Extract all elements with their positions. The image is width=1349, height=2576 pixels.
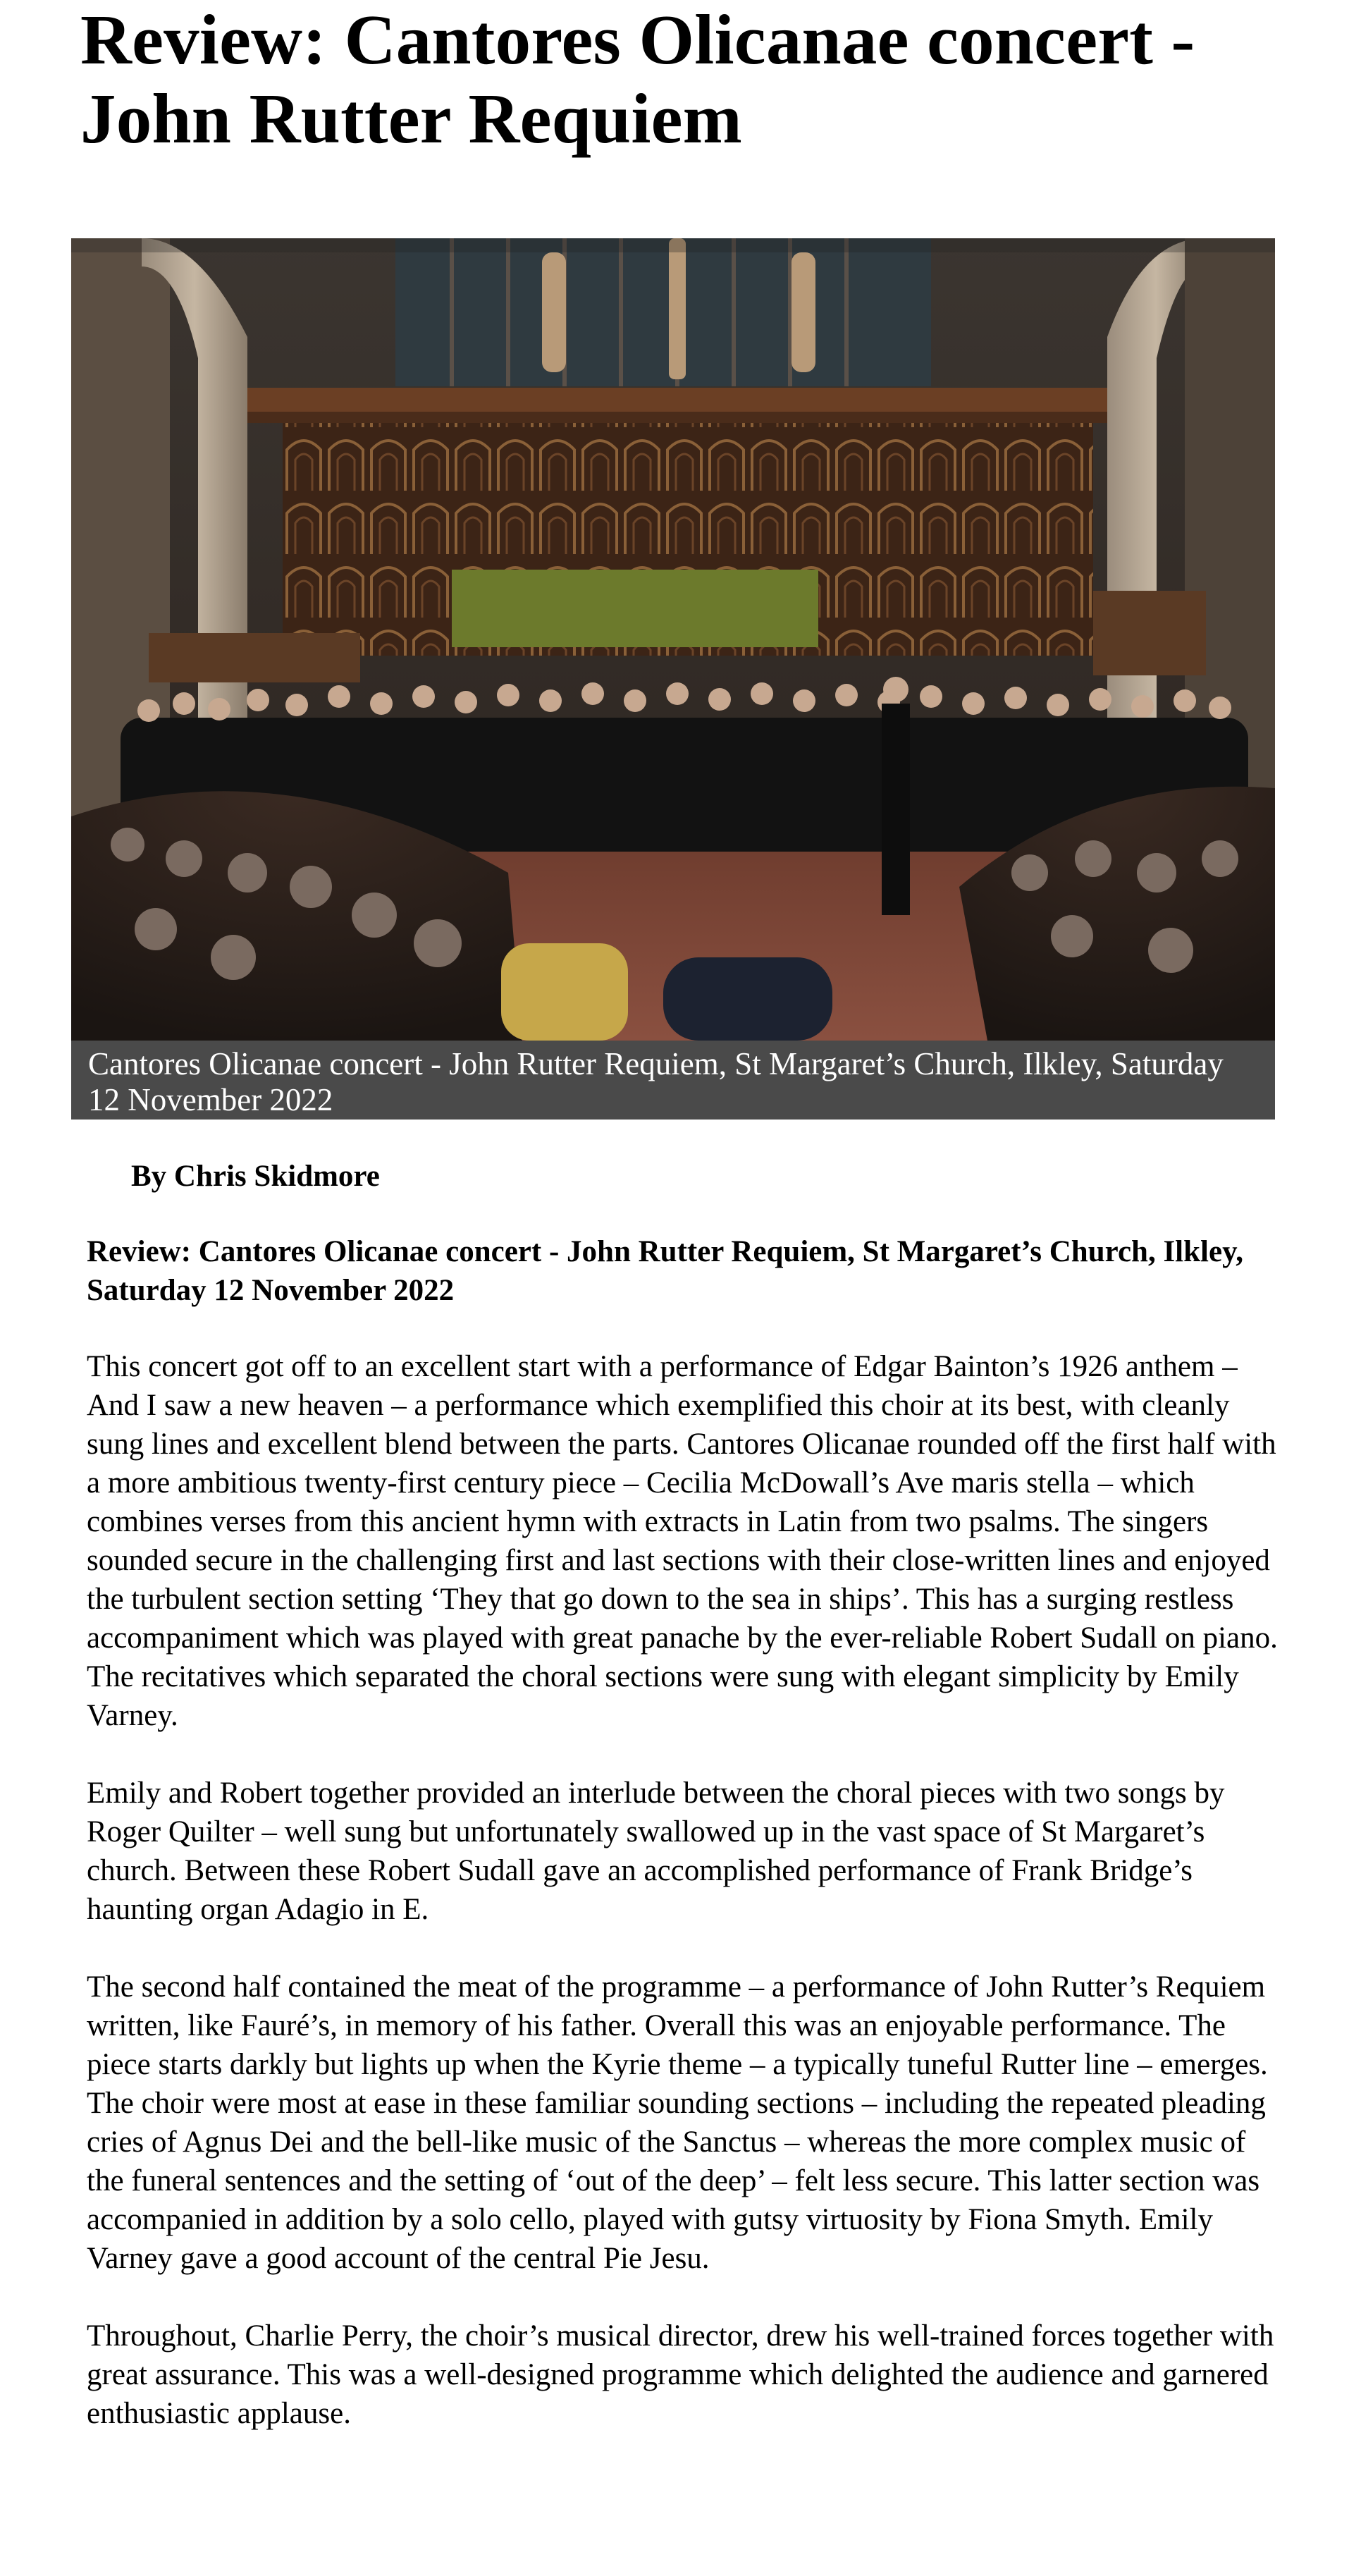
article-body: [87, 1347, 1279, 2472]
article-title: Review: Cantores Olicanae concert - John Rutter Requiem: [80, 0, 1195, 158]
concert-photo: [71, 238, 1275, 1041]
body-paragraph: Emily and Robert together provided an interlude between the choral pieces with two songs by Roger Quilter – well sung but unfortunately swallowed up in the vast space of St Margaret’s church. Between these Robert Sudall gave an accomplished performance of Frank Bridge’s haunting organ Adagio in E.: [87, 1777, 1225, 1926]
body-paragraph: Throughout, Charlie Perry, the choir’s musical director, drew his well-trained forces together with great assurance. This was a well-designed programme which delighted the audience and garnered enthusiastic applause.: [87, 2319, 1274, 2430]
concert-photo-figure: [71, 238, 1275, 1120]
review-heading: Review: Cantores Olicanae concert - John Rutter Requiem, St Margaret’s Church, Ilkley, Saturday 12 November 2022: [87, 1235, 1243, 1307]
byline: By Chris Skidmore: [131, 1160, 380, 1193]
photo-caption: Cantores Olicanae concert - John Rutter Requiem, St Margaret’s Church, Ilkley, Saturday 12 November 2022: [71, 1041, 1275, 1120]
body-paragraph: The second half contained the meat of the programme – a performance of John Rutter’s Requiem written, like Fauré’s, in memory of his father. Overall this was an enjoyable performance. The piece starts darkly but lights up when the Kyrie theme – a typically tuneful Rutter line – emerges. The choir were most at ease in these familiar sounding sections – including the repeated pleading cries of Agnus Dei and the bell-like music of the Sanctus – whereas the more complex music of the funeral sentences and the setting of ‘out of the deep’ – felt less secure. This latter section was accompanied in addition by a solo cello, played with gutsy virtuosity by Fiona Smyth. Emily Varney gave a good account of the central Pie Jesu.: [87, 1970, 1268, 2275]
body-paragraph: This concert got off to an excellent start with a performance of Edgar Bainton’s 1926 anthem – And I saw a new heaven – a performance which exemplified this choir at its best, with cleanly sung lines and excellent blend between the parts. Cantores Olicanae rounded off the first half with a more ambitious twenty-first century piece – Cecilia McDowall’s Ave maris stella – which combines verses from this ancient hymn with extracts in Latin from two psalms. The singers sounded secure in the challenging first and last sections with their close-written lines and enjoyed the turbulent section setting ‘They that go down to the sea in ships’. This has a surging restless accompaniment which was played with great panache by the ever-reliable Robert Sudall on piano. The recitatives which separated the choral sections were sung with elegant simplicity by Emily Varney.: [87, 1350, 1278, 1732]
